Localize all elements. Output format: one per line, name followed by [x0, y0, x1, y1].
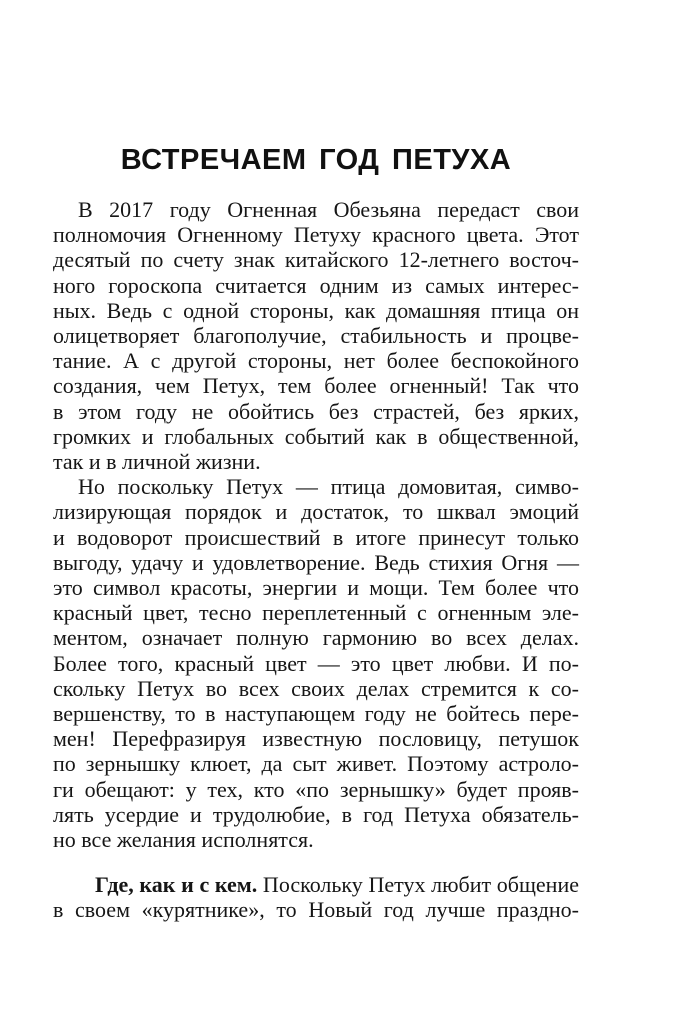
text-line: создания, чем Петух, тем более огненный! Так что — [53, 373, 579, 399]
paragraph — [53, 197, 579, 474]
line-text: Поскольку Петух любит общение — [257, 872, 579, 898]
chapter-title: ВСТРЕЧАЕМ ГОД ПЕТУХА — [120, 144, 512, 176]
text-line: Более того, красный цвет — это цвет любви. И по- — [53, 650, 579, 676]
page-body — [53, 197, 579, 923]
text-line: вершенству, то в наступающем году не бойтесь пере- — [53, 701, 579, 727]
run-in-heading: Где, как и с кем. — [95, 872, 258, 898]
text-column — [53, 143, 579, 923]
text-line: полномочия Огненному Петуху красного цвета. Этот — [53, 222, 579, 248]
text-line: это символ красоты, энергии и мощи. Тем более что — [53, 575, 579, 601]
text-line: ги обещают: у тех, кто «по зернышку» будет прояв- — [53, 776, 579, 802]
text-line: в своем «курятнике», то Новый год лучше праздно- — [53, 897, 579, 923]
text-line: скольку Петух во всех своих делах стремится к со- — [53, 675, 579, 701]
text-line: в этом году не обойтись без страстей, без ярких, — [53, 398, 579, 424]
text-line: В 2017 году Огненная Обезьяна передаст свои — [78, 197, 579, 222]
text-line: лизирующая порядок и достаток, то шквал эмоций — [53, 499, 579, 525]
paragraph — [53, 474, 579, 852]
paragraph — [53, 872, 579, 922]
text-line: мен! Перефразируя известную пословицу, петушок — [53, 726, 579, 752]
text-line: ных. Ведь с одной стороны, как домашняя птица он — [53, 297, 579, 323]
text-line: красный цвет, тесно переплетенный с огненным эле- — [53, 600, 579, 626]
text-line: но все желания исполнятся. — [53, 827, 314, 853]
text-line: олицетворяет благополучие, стабильность и процве- — [53, 323, 579, 349]
text-line: громких и глобальных событий как в общественной, — [53, 423, 579, 449]
text-line: Но поскольку Петух — птица домовитая, симво- — [78, 474, 579, 500]
text-line: тание. А с другой стороны, нет более беспокойного — [53, 348, 579, 374]
text-line — [53, 872, 579, 897]
text-line: так и в личной жизни. — [53, 449, 261, 475]
text-line: выгоду, удачу и удовлетворение. Ведь стихия Огня — — [53, 549, 579, 575]
text-line: и водоворот происшествий в итоге принесут только — [53, 524, 579, 550]
text-line: десятый по счету знак китайского 12-летнего восточ- — [53, 247, 579, 273]
text-line: по зернышку клюет, да сыт живет. Поэтому астроло- — [53, 751, 579, 777]
text-line: ного гороскопа считается одним из самых интерес- — [53, 272, 579, 298]
text-line: лять усердие и трудолюбие, в год Петуха обязатель- — [53, 801, 579, 827]
text-line: ментом, означает полную гармонию во всех делах. — [53, 625, 579, 651]
